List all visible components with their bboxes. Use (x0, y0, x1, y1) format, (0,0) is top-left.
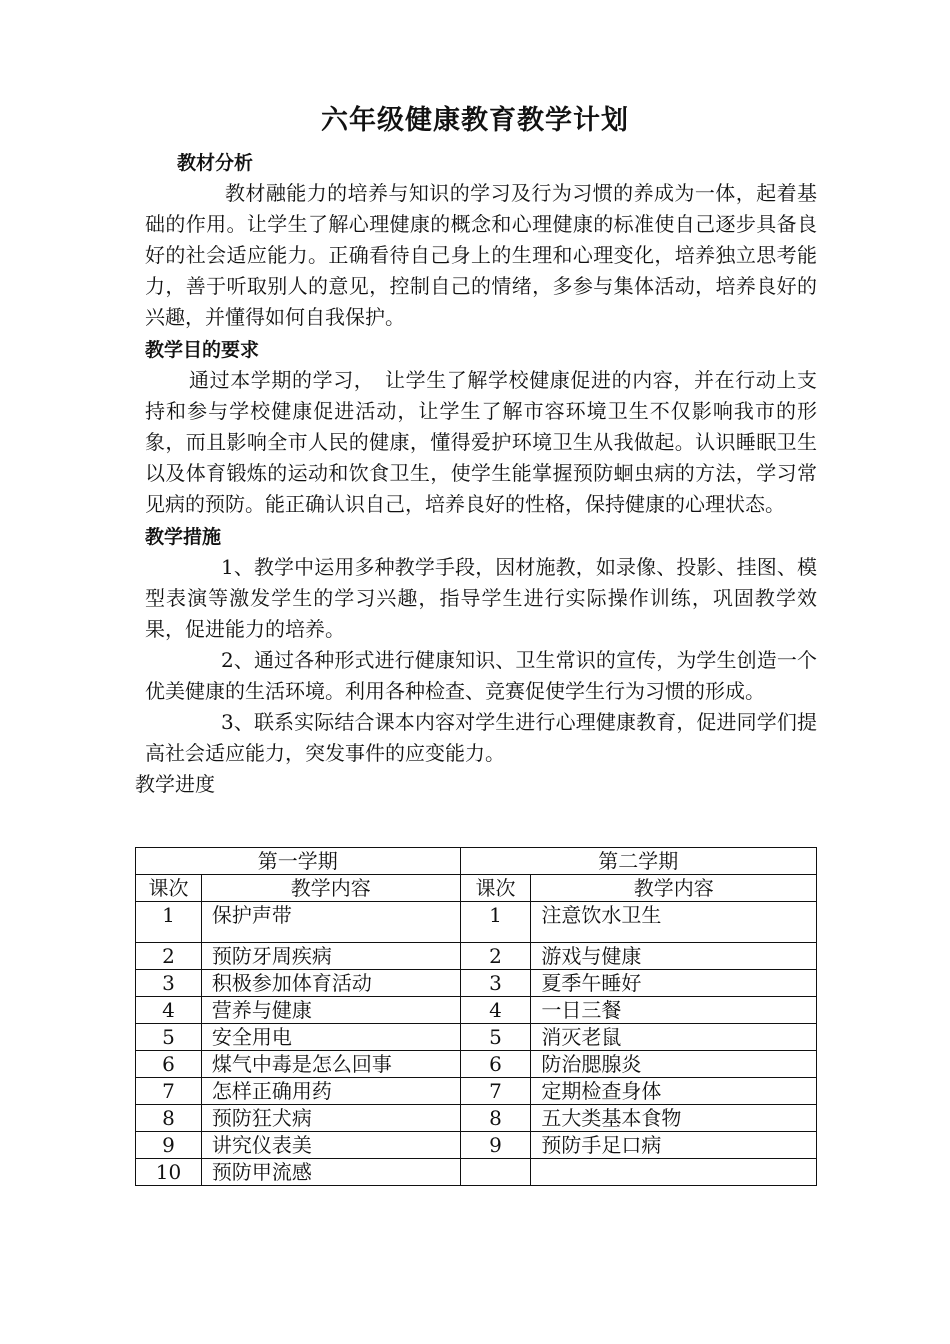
lesson-no-cell: 3 (136, 970, 202, 997)
table-row (136, 970, 817, 997)
section-heading-goals: 教学目的要求 (145, 339, 260, 361)
table-row (136, 902, 817, 943)
lesson-no-cell: 8 (460, 1105, 531, 1132)
lesson-content-cell: 防治腮腺炎 (531, 1051, 817, 1078)
table-row (136, 1078, 817, 1105)
page-title: 六年级健康教育教学计划 (321, 105, 629, 136)
lesson-no-cell: 10 (136, 1159, 202, 1186)
lesson-content-cell: 安全用电 (201, 1024, 460, 1051)
lesson-content-cell: 预防手足口病 (531, 1132, 817, 1159)
table-row (136, 1024, 817, 1051)
lesson-no-cell: 8 (136, 1105, 202, 1132)
lesson-content-cell: 保护声带 (201, 902, 460, 943)
table-row (136, 1105, 817, 1132)
column-header-lesson-no: 课次 (460, 875, 531, 902)
document-body (135, 148, 817, 799)
lesson-content-cell: 积极参加体育活动 (201, 970, 460, 997)
table-row (136, 1051, 817, 1078)
schedule-label: 教学进度 (135, 772, 215, 796)
lesson-no-cell: 1 (136, 902, 202, 943)
lesson-no-cell: 9 (460, 1132, 531, 1159)
measure-item-3: 3、联系实际结合课本内容对学生进行心理健康教育，促进同学们提高社会适应能力，突发事件的应变能力。 (145, 710, 817, 765)
column-header-content: 教学内容 (201, 875, 460, 902)
lesson-content-cell: 定期检查身体 (531, 1078, 817, 1105)
measure-item-1: 1、教学中运用多种教学手段，因材施教，如录像、投影、挂图、模型表演等激发学生的学习兴趣，指导学生进行实际操作训练，巩固教学效果，促进能力的培养。 (145, 555, 817, 641)
lesson-content-cell: 煤气中毒是怎么回事 (201, 1051, 460, 1078)
term2-header: 第二学期 (460, 848, 816, 875)
table-row (136, 1159, 817, 1186)
lesson-content-cell: 消灭老鼠 (531, 1024, 817, 1051)
lesson-content-cell (531, 1159, 817, 1186)
lesson-content-cell: 营养与健康 (201, 997, 460, 1024)
lesson-no-cell: 5 (460, 1024, 531, 1051)
lesson-content-cell: 五大类基本食物 (531, 1105, 817, 1132)
goals-paragraph: 通过本学期的学习， 让学生了解学校健康促进的内容，并在行动上支持和参与学校健康促进活动，让学生了解市容环境卫生不仅影响我市的形象，而且影响全市人民的健康，懂得爱护环境卫生从我做起。认识睡眠卫生以及体育锻炼的运动和饮食卫生，使学生能掌握预防蛔虫病的方法，学习常见病的预防。能正确认识自己，培养良好的性格，保持健康的心理状态。 (145, 368, 817, 516)
table-subheader-row (136, 875, 817, 902)
table-row (136, 943, 817, 970)
lesson-content-cell: 夏季午睡好 (531, 970, 817, 997)
lesson-no-cell: 1 (460, 902, 531, 943)
analysis-paragraph: 教材融能力的培养与知识的学习及行为习惯的养成为一体，起着基础的作用。让学生了解心理健康的概念和心理健康的标准使自己逐步具备良好的社会适应能力。正确看待自己身上的生理和心理变化，培养独立思考能力，善于听取别人的意见，控制自己的情绪，多参与集体活动，培养良好的兴趣，并懂得如何自我保护。 (145, 181, 817, 329)
lesson-content-cell: 怎样正确用药 (201, 1078, 460, 1105)
lesson-no-cell: 4 (460, 997, 531, 1024)
lesson-no-cell: 7 (136, 1078, 202, 1105)
lesson-content-cell: 游戏与健康 (531, 943, 817, 970)
lesson-no-cell: 2 (136, 943, 202, 970)
lesson-no-cell: 6 (460, 1051, 531, 1078)
lesson-content-cell: 一日三餐 (531, 997, 817, 1024)
measure-item-2: 2、通过各种形式进行健康知识、卫生常识的宣传，为学生创造一个优美健康的生活环境。利用各种检查、竞赛促使学生行为习惯的形成。 (145, 648, 817, 703)
column-header-lesson-no: 课次 (136, 875, 202, 902)
lesson-no-cell: 9 (136, 1132, 202, 1159)
section-heading-measures: 教学措施 (145, 526, 222, 548)
lesson-content-cell: 预防狂犬病 (201, 1105, 460, 1132)
lesson-no-cell: 5 (136, 1024, 202, 1051)
table-header-row (136, 848, 817, 875)
lesson-content-cell: 讲究仪表美 (201, 1132, 460, 1159)
lesson-no-cell: 7 (460, 1078, 531, 1105)
section-heading-analysis: 教材分析 (177, 152, 254, 174)
table-row (136, 997, 817, 1024)
schedule-table (135, 847, 817, 1186)
lesson-content-cell: 预防甲流感 (201, 1159, 460, 1186)
lesson-no-cell: 6 (136, 1051, 202, 1078)
term1-header: 第一学期 (136, 848, 461, 875)
lesson-content-cell: 预防牙周疾病 (201, 943, 460, 970)
lesson-no-cell: 3 (460, 970, 531, 997)
lesson-content-cell: 注意饮水卫生 (531, 902, 817, 943)
lesson-no-cell: 4 (136, 997, 202, 1024)
lesson-no-cell: 2 (460, 943, 531, 970)
lesson-no-cell (460, 1159, 531, 1186)
table-row (136, 1132, 817, 1159)
column-header-content: 教学内容 (531, 875, 817, 902)
